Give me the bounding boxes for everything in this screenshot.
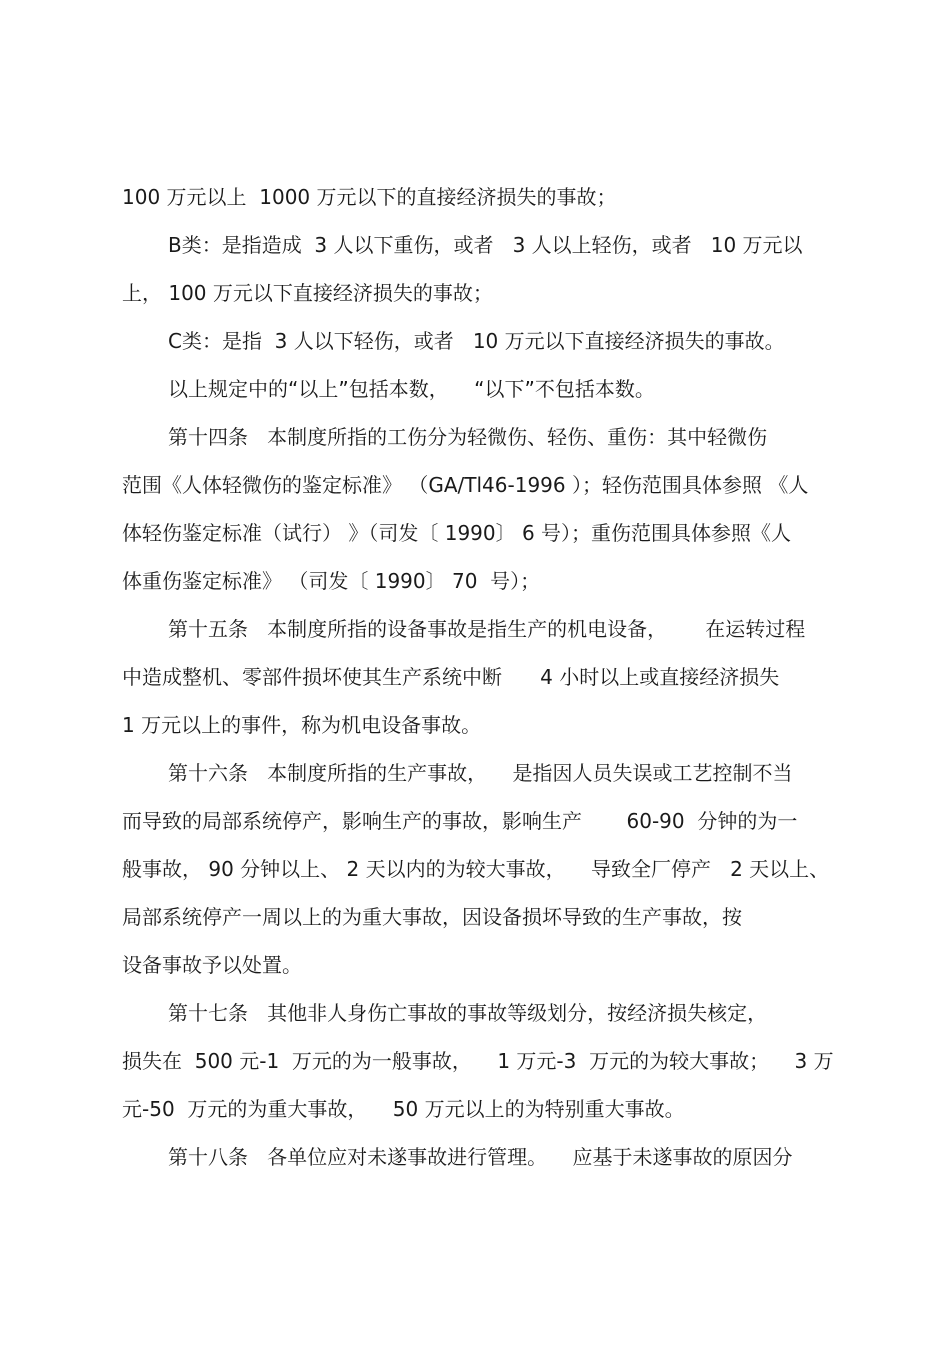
text-line: 体重伤鉴定标准》 （司发〔 1990〕 70 号）；	[122, 569, 541, 593]
text-line: 以上规定中的“以上”包括本数， “以下”不包括本数。	[168, 377, 655, 401]
text-line: 范围《人体轻微伤的鉴定标准》 （GA/Tl46-1996 ）；轻伤范围具体参照 《人	[122, 473, 809, 497]
text-line: 元-50 万元的为重大事故， 50 万元以上的为特别重大事故。	[122, 1097, 685, 1121]
text-line: 般事故， 90 分钟以上、 2 天以内的为较大事故， 导致全厂停产 2 天以上、	[122, 857, 830, 881]
text-line: 第十四条 本制度所指的工伤分为轻微伤、轻伤、重伤：其中轻微伤	[168, 425, 768, 449]
text-line: 100 万元以上 1000 万元以下的直接经济损失的事故；	[122, 185, 617, 209]
text-line: 而导致的局部系统停产，影响生产的事故，影响生产 60-90 分钟的为一	[122, 809, 798, 833]
text-line: 中造成整机、零部件损坏使其生产系统中断 4 小时以上或直接经济损失	[122, 665, 780, 689]
text-line: C类：是指 3 人以下轻伤，或者 10 万元以下直接经济损失的事故。	[168, 329, 785, 353]
text-line: 1 万元以上的事件，称为机电设备事故。	[122, 713, 482, 737]
text-line: 第十八条 各单位应对未遂事故进行管理。 应基于未遂事故的原因分	[168, 1145, 793, 1169]
text-line: 第十六条 本制度所指的生产事故， 是指因人员失误或工艺控制不当	[168, 761, 793, 785]
text-line: 局部系统停产一周以上的为重大事故，因设备损坏导致的生产事故，按	[122, 905, 742, 929]
text-line: B类：是指造成 3 人以下重伤，或者 3 人以上轻伤，或者 10 万元以	[168, 233, 803, 257]
text-line: 损失在 500 元-1 万元的为一般事故， 1 万元-3 万元的为较大事故； 3 万	[122, 1049, 834, 1073]
text-line: 第十五条 本制度所指的设备事故是指生产的机电设备， 在运转过程	[168, 617, 806, 641]
text-line: 设备事故予以处置。	[122, 953, 302, 977]
text-line: 上， 100 万元以下直接经济损失的事故；	[122, 281, 493, 305]
text-line: 第十七条 其他非人身伤亡事故的事故等级划分，按经济损失核定，	[168, 1001, 768, 1025]
text-line: 体轻伤鉴定标准（试行） 》（司发〔 1990〕 6 号）；重伤范围具体参照《人	[122, 521, 792, 545]
